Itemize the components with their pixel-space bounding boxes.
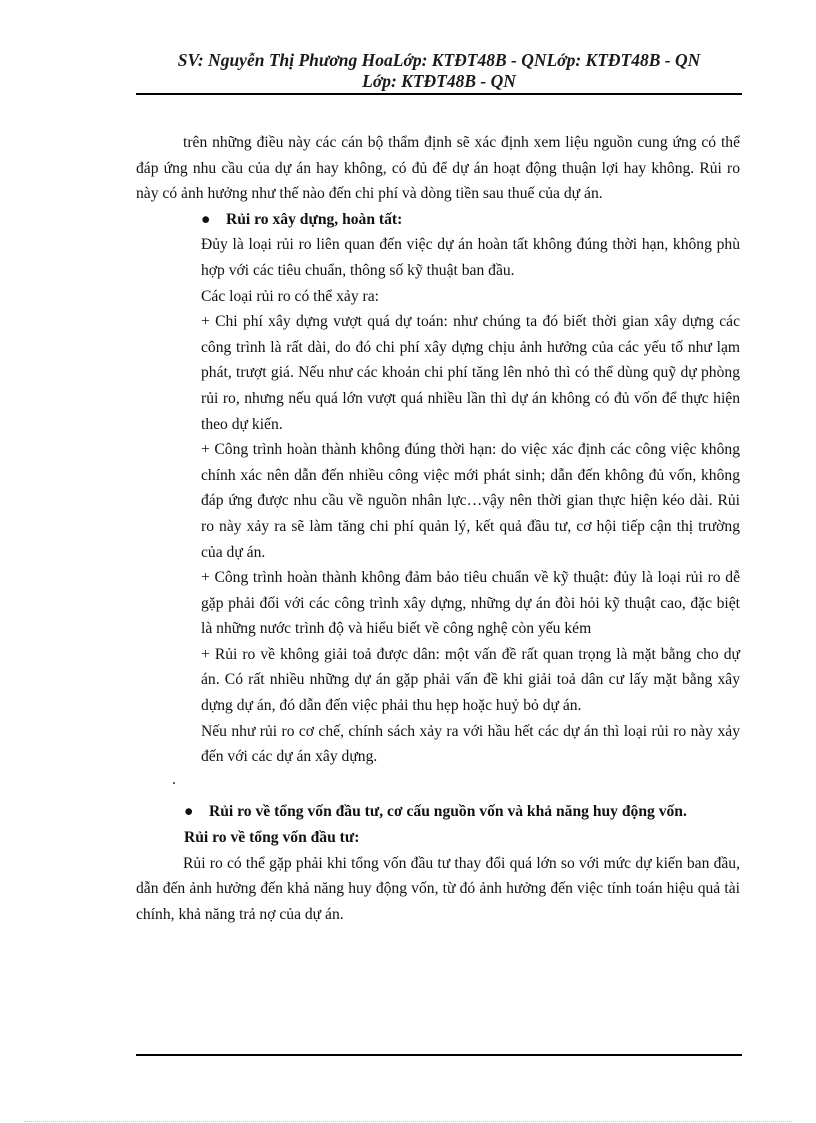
paragraph-late-completion: + Công trình hoàn thành không đúng thời hạn: do việc xác định các công việc không chính xác nên dẫn đến nhiều công việc mới phát sinh; dẫn đến không đủ vốn, không đáp ứng được nhu cầu về nguồn nhân lực…vậy nên thời gian thực hiện kéo dài. Rủi ro này xảy ra sẽ làm tăng chi phí quản lý, kết quả đầu tư, cơ hội tiếp cận thị trường của dự án. xyxy=(201,441,740,561)
stray-dot: . xyxy=(172,770,176,788)
bullet-construction-risk xyxy=(136,207,740,233)
footer-rule xyxy=(136,1054,742,1056)
document-body xyxy=(136,130,740,927)
paragraph-cost-overrun: + Chi phí xây dựng vượt quá dự toán: như chúng ta đó biết thời gian xây dựng các công trình là rất dài, do đó chi phí xây dựng chịu ảnh hưởng của các yếu tố như lạm phát, trượt giá. Nếu như các khoản chi phí tăng lên nhỏ thì có thể dùng quỹ dự phòng rủi ro, nhưng nếu quá lớn vượt quá nhiều lần thì dự án không có đủ vốn để thực hiện theo dự kiến. xyxy=(201,313,740,433)
bullet-capital-risk xyxy=(136,799,740,825)
paragraph-definition: Đủy là loại rủi ro liên quan đến việc dự án hoàn tất không đúng thời hạn, không phù hợp với các tiêu chuẩn, thông số kỹ thuật ban đầu. xyxy=(201,236,740,279)
bullet-dot-icon: ● xyxy=(201,210,211,228)
paragraph-site-clearance: + Rủi ro về không giải toả được dân: một vấn đề rất quan trọng là mặt bằng cho dự án. Có rất nhiều những dự án gặp phải vấn đề khi giải toả dân cư lấy mặt bằng xây dựng dự án, đó dẫn đến việc phải thu hẹp hoặc huỷ bỏ dự án. xyxy=(201,645,740,715)
page-edge-dotted-line xyxy=(24,1121,792,1122)
bullet-dot-icon: ● xyxy=(184,803,194,821)
paragraph-risk-types: Các loại rủi ro có thể xảy ra: xyxy=(201,287,379,305)
header-line-1: SV: Nguyễn Thị Phương HoaLớp: KTĐT48B - QNLớp: KTĐT48B - QN xyxy=(177,50,701,70)
subheading-total-capital: Rủi ro về tổng vốn đầu tư: xyxy=(184,829,360,847)
header-rule xyxy=(136,93,742,95)
paragraph-conclusion: Nếu như rủi ro cơ chế, chính sách xảy ra với hầu hết các dự án thì loại rủi ro này xảy đến với các dự án xây dựng. xyxy=(201,722,740,766)
bullet-label: Rủi ro xây dựng, hoàn tất: xyxy=(226,210,403,228)
page-header xyxy=(136,50,742,92)
bullet-label: Rủi ro về tổng vốn đầu tư, cơ cấu nguồn vốn và khả năng huy động vốn. xyxy=(209,803,687,821)
intro-paragraph: trên những điều này các cán bộ thẩm định sẽ xác định xem liệu nguồn cung ứng có thể đáp ứng nhu cầu của dự án hay không, có đủ để dự án hoạt động thuận lợi hay không. Rủi ro này có ảnh hưởng như thế nào đến chi phí và dòng tiền sau thuế của dự án. xyxy=(136,134,740,203)
paragraph-technical-standard: + Công trình hoàn thành không đảm bảo tiêu chuẩn về kỹ thuật: đủy là loại rủi ro dễ gặp phải đối với các công trình xây dựng, những dự án đòi hỏi kỹ thuật cao, đặc biệt là những nước trình độ và hiểu biết về công nghệ còn yếu kém xyxy=(201,569,740,638)
paragraph-total-capital: Rủi ro có thể gặp phải khi tổng vốn đầu tư thay đổi quá lớn so với mức dự kiến ban đầu, dẫn đến ảnh hưởng đến khả năng huy động vốn, từ đó ảnh hưởng đến việc tính toán hiệu quả tài chính, khả năng trả nợ của dự án. xyxy=(136,854,740,923)
header-line-2: Lớp: KTĐT48B - QN xyxy=(362,71,516,91)
